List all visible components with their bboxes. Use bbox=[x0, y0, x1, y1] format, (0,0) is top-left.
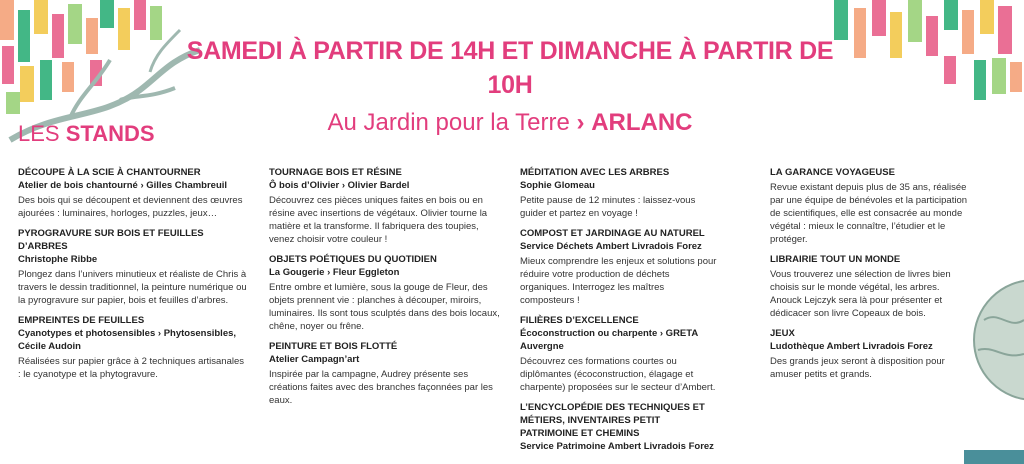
stand-title: LIBRAIRIE TOUT UN MONDE bbox=[770, 254, 901, 265]
venue-separator: › bbox=[576, 109, 585, 136]
stands-column-3 bbox=[520, 166, 720, 460]
stand-entry bbox=[18, 227, 248, 307]
stand-title: PEINTURE ET BOIS FLOTTÉ bbox=[269, 341, 398, 352]
stand-title: OBJETS POÉTIQUES DU QUOTIDIEN bbox=[269, 254, 437, 265]
section-title bbox=[18, 121, 155, 147]
stand-exhibitor: La Gougerie › Fleur Eggleton bbox=[269, 267, 400, 278]
stand-entry bbox=[269, 253, 504, 333]
stand-entry bbox=[269, 166, 504, 246]
stand-exhibitor: Sophie Glomeau bbox=[520, 180, 595, 191]
stand-title: TOURNAGE BOIS ET RÉSINE bbox=[269, 167, 402, 178]
stand-entry bbox=[269, 340, 504, 407]
stand-description: Découvrez ces pièces uniques faites en bois ou en résine avec insertions de végétaux. Olivier tourne la matière et la transforme. Il fabriquera des toupies, venez choisir votre couleur ! bbox=[269, 195, 488, 245]
stand-entry bbox=[770, 327, 970, 381]
stand-entry bbox=[520, 314, 720, 394]
stand-entry bbox=[770, 253, 970, 320]
stand-exhibitor: Atelier Campagn’art bbox=[269, 354, 360, 365]
stand-title: L’ENCYCLOPÉDIE DES TECHNIQUES ET MÉTIERS, INVENTAIRES PETIT PATRIMOINE ET CHEMINS bbox=[520, 402, 705, 439]
venue-name: Au Jardin pour la Terre bbox=[327, 109, 570, 136]
stand-title: MÉDITATION AVEC LES ARBRES bbox=[520, 167, 670, 178]
event-dates: SAMEDI À PARTIR DE 14H ET DIMANCHE À PARTIR DE 10H bbox=[186, 37, 834, 99]
stand-description: Vous trouverez une sélection de livres bien choisis sur le monde végétal, les arbres. Anouck Lejczyk sera là pour présenter et dédicacer son livre Copeaux de bois. bbox=[770, 269, 951, 319]
stand-exhibitor: Service Patrimoine Ambert Livradois Forez bbox=[520, 441, 714, 452]
event-venue bbox=[170, 106, 850, 140]
stand-entry bbox=[520, 401, 720, 453]
stand-title: EMPREINTES DE FEUILLES bbox=[18, 315, 145, 326]
stand-title: LA GARANCE VOYAGEUSE bbox=[770, 167, 895, 178]
stand-exhibitor: Ô bois d’Olivier › Olivier Bardel bbox=[269, 180, 410, 191]
stand-exhibitor: Écoconstruction ou charpente › GRETA Auvergne bbox=[520, 328, 698, 352]
stand-title: DÉCOUPE À LA SCIE À CHANTOURNER bbox=[18, 167, 201, 178]
stand-exhibitor: Service Déchets Ambert Livradois Forez bbox=[520, 241, 702, 252]
stand-title: FILIÈRES D’EXCELLENCE bbox=[520, 315, 639, 326]
stand-entry bbox=[520, 227, 720, 307]
stand-description: Découvrez ces formations courtes ou diplômantes (écoconstruction, élagage et charpente) proposées sur le secteur d’Ambert. bbox=[520, 356, 716, 393]
stand-exhibitor: Ludothèque Ambert Livradois Forez bbox=[770, 341, 933, 352]
stand-exhibitor: Cyanotypes et photosensibles › Phytosensibles, Cécile Audoin bbox=[18, 328, 237, 352]
stand-entry bbox=[520, 166, 720, 220]
event-header bbox=[170, 34, 850, 140]
stand-description: Revue existant depuis plus de 35 ans, réalisée par une équipe de bénévoles et la participation de scientifiques, elle est consacrée au monde végétal : mieux le connaître, l’étudier et le protéger. bbox=[770, 182, 968, 245]
stand-description: Des grands jeux seront à disposition pour amuser petits et grands. bbox=[770, 356, 945, 380]
section-title-prefix: LES bbox=[18, 121, 60, 146]
stand-description: Petite pause de 12 minutes : laissez-vous guider et partez en voyage ! bbox=[520, 195, 696, 219]
stand-description: Entre ombre et lumière, sous la gouge de Fleur, des objets prennent vie : planches à découper, miroirs, luminaires. Ils sont tous sculptés dans des bois locaux, chêne, noyer ou frêne. bbox=[269, 282, 500, 332]
section-title-main: STANDS bbox=[65, 121, 155, 146]
stands-columns bbox=[18, 166, 1018, 456]
stand-exhibitor: Christophe Ribbe bbox=[18, 254, 98, 265]
stand-title: PYROGRAVURE SUR BOIS ET FEUILLES D’ARBRES bbox=[18, 228, 204, 252]
confetti-illustration bbox=[824, 0, 1024, 160]
stands-column-4 bbox=[770, 166, 970, 388]
venue-town: ARLANC bbox=[591, 109, 693, 136]
stand-description: Des bois qui se découpent et deviennent des œuvres ajourées : luminaires, horloges, puzzles, jeux… bbox=[18, 195, 243, 219]
stand-description: Inspirée par la campagne, Audrey présente ses créations faites avec des branches façonnées par les eaux. bbox=[269, 369, 493, 406]
stand-title: COMPOST ET JARDINAGE AU NATUREL bbox=[520, 228, 705, 239]
stands-column-2 bbox=[269, 166, 504, 414]
stand-entry bbox=[770, 166, 970, 246]
stand-entry bbox=[18, 314, 248, 381]
stand-title: JEUX bbox=[770, 328, 795, 339]
stand-exhibitor: Atelier de bois chantourné › Gilles Chambreuil bbox=[18, 180, 228, 191]
stand-description: Mieux comprendre les enjeux et solutions pour réduire votre production de déchets organiques. Interrogez les maîtres composteurs ! bbox=[520, 256, 717, 306]
stand-entry bbox=[18, 166, 248, 220]
stands-column-1 bbox=[18, 166, 248, 388]
stand-description: Plongez dans l’univers minutieux et réaliste de Chris à travers le dessin traditionnel, la peinture numérique ou la pyrogravure sur papier, bois et feuilles d’arbres. bbox=[18, 269, 247, 306]
stand-description: Réalisées sur papier grâce à 2 techniques artisanales : le cyanotype et la phytogravure. bbox=[18, 356, 245, 380]
